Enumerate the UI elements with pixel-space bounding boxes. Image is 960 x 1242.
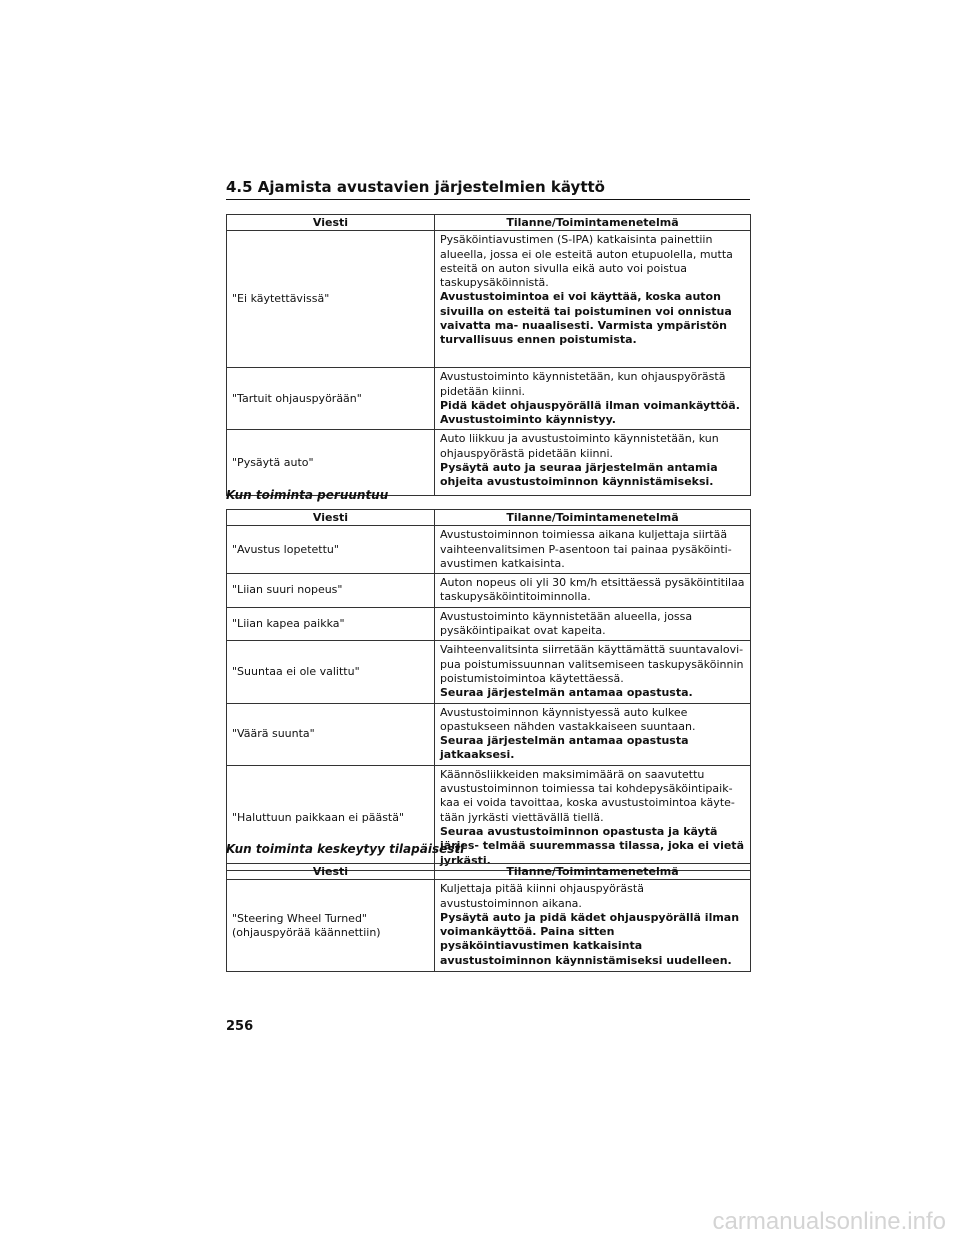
- message-cell: "Liian kapea paikka": [227, 607, 435, 641]
- message-table-3: [226, 863, 751, 972]
- message-cell: "Suuntaa ei ole valittu": [227, 641, 435, 703]
- message-cell: "Väärä suunta": [227, 703, 435, 765]
- message-cell: "Pysäytä auto": [227, 430, 435, 496]
- column-header-message: Viesti: [227, 215, 435, 231]
- page-number: 256: [226, 1019, 254, 1034]
- situation-cell: [435, 641, 751, 703]
- section-title: Kun toiminta keskeytyy tilapäisesti: [226, 842, 465, 856]
- page-header: [226, 177, 750, 200]
- situation-text: Kuljettaja pitää kiinni ohjauspyörästä avustustoiminnon aikana.: [440, 882, 644, 910]
- table-row: [227, 703, 751, 765]
- column-header-message: Viesti: [227, 864, 435, 880]
- table-row: [227, 430, 751, 496]
- situation-text: Pysäköintiavustimen (S-IPA) katkaisinta painettiin alueella, jossa ei ole esteitä auton etupuolella, mutta esteitä on auton sivulla eikä auto voi poistua taskupysäköinnistä.: [440, 233, 733, 290]
- instruction-text: Pysäytä auto ja seuraa järjestelmän antamia ohjeita avustustoiminnon käynnistämiseksi.: [440, 461, 718, 489]
- situation-cell: Auton nopeus oli yli 30 km/h etsittäessä pysäköintitilaa taskupysäköintitoiminnolla.: [435, 574, 751, 608]
- column-header-situation: Tilanne/Toimintamenetelmä: [435, 215, 751, 231]
- situation-cell: Avustustoiminnon toimiessa aikana kuljettaja siirtää vaihteenvalitsimen P-asentoon tai painaa pysäköinti- avustimen katkaisinta.: [435, 526, 751, 574]
- table-row: [227, 607, 751, 641]
- table-row: [227, 526, 751, 574]
- situation-text: Avustustoiminnon käynnistyessä auto kulkee opastukseen nähden vastakkaiseen suuntaan.: [440, 705, 696, 733]
- message-cell: "Haluttuun paikkaan ei päästä": [227, 765, 435, 870]
- section-title: Kun toiminta peruuntuu: [226, 488, 389, 502]
- situation-cell: [435, 231, 751, 368]
- instruction-text: Seuraa avustustoiminnon opastusta ja käytä järjes- telmää suuremmassa tilassa, joka ei vietä jyrkästi.: [440, 824, 744, 867]
- situation-text: Vaihteenvalitsinta siirretään käyttämättä suuntavalovi- pua poistumissuunnan valitsemiseen taskupysäköinnin poistumistoimintoa käytettäessä.: [440, 643, 744, 685]
- message-table-1: [226, 214, 751, 496]
- instruction-text: Seuraa järjestelmän antamaa opastusta.: [440, 686, 693, 700]
- table-header-row: [227, 864, 751, 880]
- situation-cell: [435, 430, 751, 496]
- situation-cell: Avustustoiminto käynnistetään alueella, jossa pysäköintipaikat ovat kapeita.: [435, 607, 751, 641]
- instruction-text: Pidä kädet ohjauspyörällä ilman voimankäyttöä. Avustustoiminto käynnistyy.: [440, 398, 740, 427]
- situation-cell: [435, 703, 751, 765]
- table-row: [227, 574, 751, 608]
- message-cell: "Liian suuri nopeus": [227, 574, 435, 608]
- situation-text: Avustustoiminto käynnistetään, kun ohjauspyörästä pidetään kiinni.: [440, 370, 726, 398]
- message-cell: "Tartuit ohjauspyörään": [227, 368, 435, 430]
- message-cell: [227, 880, 435, 972]
- instruction-text: Pysäytä auto ja pidä kädet ohjauspyörällä ilman voimankäyttöä. Paina sitten pysäköintiavustimen katkaisinta avustustoiminnon käynnistämiseksi uudelleen.: [440, 910, 740, 967]
- page-title: 4.5 Ajamista avustavien järjestelmien käyttö: [226, 178, 605, 196]
- table-header-row: [227, 215, 751, 231]
- situation-cell: [435, 765, 751, 870]
- table-header-row: [227, 510, 751, 526]
- message-line: "Steering Wheel Turned": [232, 911, 367, 925]
- situation-text: Käännösliikkeiden maksimimäärä on saavutettu avustustoiminnon toimiessa tai kohdepysäköintipaik- kaa ei voida tavoittaa, koska avustustoimintoa käyte- tään jyrkästi viettävällä tiellä.: [440, 767, 735, 824]
- table-row: [227, 880, 751, 972]
- instruction-text: Seuraa järjestelmän antamaa opastusta jatkaaksesi.: [440, 734, 689, 762]
- situation-cell: [435, 880, 751, 972]
- table-row: [227, 368, 751, 430]
- watermark: carmanualsonline.info: [712, 1208, 946, 1235]
- situation-cell: [435, 368, 751, 430]
- message-translation: (ohjauspyörää käännettiin): [232, 925, 381, 939]
- column-header-message: Viesti: [227, 510, 435, 526]
- table-row: [227, 231, 751, 368]
- table-row: [227, 641, 751, 703]
- situation-text: Auto liikkuu ja avustustoiminto käynnistetään, kun ohjauspyörästä pidetään kiinni.: [440, 432, 719, 460]
- message-cell: "Ei käytettävissä": [227, 231, 435, 368]
- message-cell: "Avustus lopetettu": [227, 526, 435, 574]
- column-header-situation: Tilanne/Toimintamenetelmä: [435, 510, 751, 526]
- instruction-text: Avustustoimintoa ei voi käyttää, koska auton sivuilla on esteitä tai poistuminen voi onnistua vaivatta ma- nuaalisesti. Varmista ympäristön turvallisuus ennen poistumista.: [440, 290, 732, 347]
- column-header-situation: Tilanne/Toimintamenetelmä: [435, 864, 751, 880]
- message-table-2: [226, 509, 751, 871]
